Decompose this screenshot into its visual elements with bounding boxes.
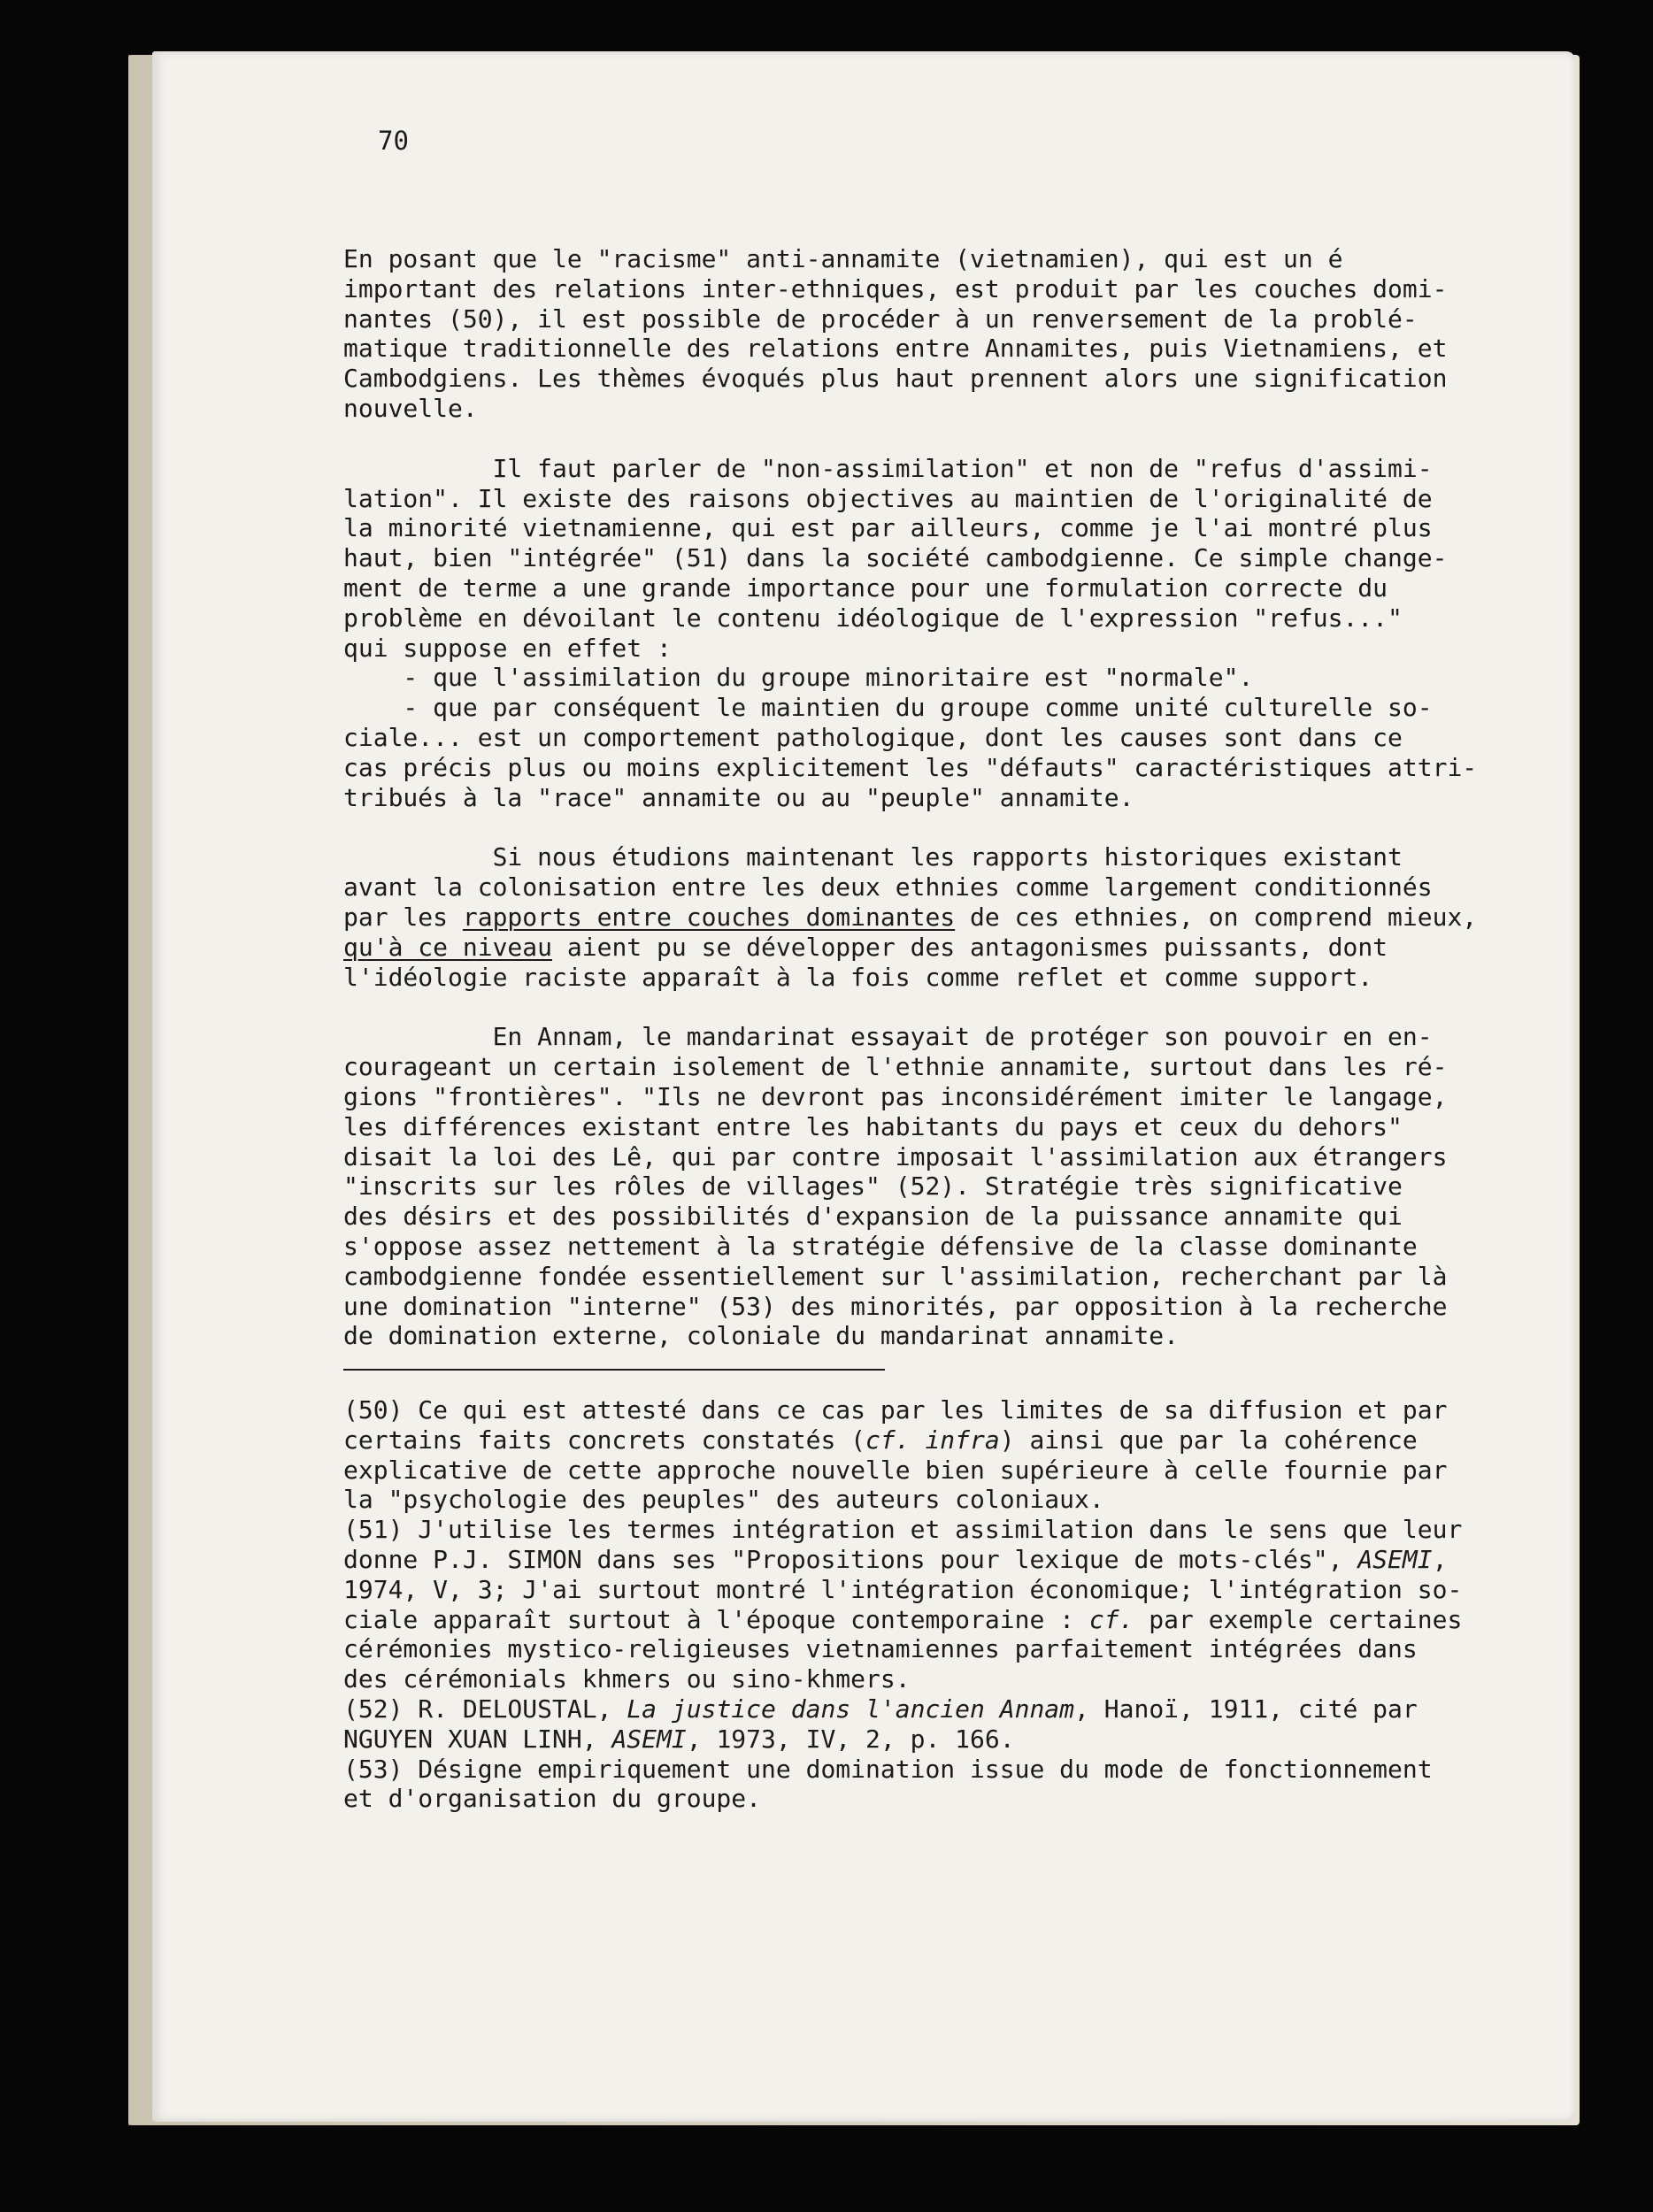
text-line: courageant un certain isolement de l'ethnie annamite, surtout dans les ré- [343,1052,1448,1082]
footnotes [343,1395,1503,1814]
text-line [343,902,1503,933]
text-segment: , [1432,1545,1448,1575]
paragraph-3 [343,842,1503,992]
text-segment: NGUYEN XUAN LINH, [343,1724,612,1754]
text-line: nantes (50), il est possible de procéder à un renversement de la problé- [343,303,1418,334]
text-line: disait la loi des Lê, qui par contre imposait l'assimilation aux étrangers [343,1141,1448,1171]
main-text [343,244,1503,1814]
text-line: ment de terme a une grande importance pour une formulation correcte du [343,572,1388,603]
text-line: En Annam, le mandarinat essayait de protéger son pouvoir en en- [343,1022,1433,1052]
text-line: gions "frontières". "Ils ne devront pas inconsidérément imiter le langage, [343,1081,1448,1111]
text-line: des désirs et des possibilités d'expansion de la puissance annamite qui [343,1202,1403,1232]
text-segment: aient pu se développer des antagonismes puissants, dont [552,932,1388,962]
footnote-50 [343,1395,1503,1515]
footnote-line [343,1545,1503,1575]
text-line: haut, bien "intégrée" (51) dans la société cambodgienne. Ce simple change- [343,543,1448,573]
text-segment: de ces ethnies, on comprend mieux, [955,902,1478,932]
footnote-line: (51) J'utilise les termes intégration et assimilation dans le sens que leur [343,1515,1463,1545]
text-line: "inscrits sur les rôles de villages" (52). Stratégie très significative [343,1171,1403,1202]
underlined-phrase: rapports entre couches dominantes [462,902,956,932]
footnote-line [343,1605,1503,1635]
footnote-line: explicative de cette approche nouvelle bien supérieure à celle fournie par [343,1455,1448,1485]
italic-phrase: La justice dans l'ancien Annam [627,1694,1075,1724]
italic-phrase: cf. infra [865,1425,1000,1455]
text-line [343,933,1503,963]
footnote-line: (53) Désigne empiriquement une domination issue du mode de fonctionnement [343,1754,1433,1784]
footnote-line: et d'organisation du groupe. [343,1784,762,1814]
text-line: cambodgienne fondée essentiellement sur l'assimilation, recherchant par là [343,1261,1448,1291]
italic-phrase: ASEMI [611,1724,687,1754]
paragraph-1 [343,244,1503,424]
text-line: En posant que le "racisme" anti-annamite (vietnamien), qui est un é [343,244,1343,273]
footnote-53 [343,1755,1503,1815]
footnote-line [343,1425,1503,1455]
text-line: important des relations inter-ethniques, est produit par les couches domi- [343,273,1448,303]
text-line: une domination "interne" (53) des minorités, par opposition à la recherche [343,1291,1448,1321]
footnote-52 [343,1694,1503,1755]
text-segment: ) ainsi que par la cohérence [999,1425,1418,1455]
text-line: tribués à la "race" annamite ou au "peuple" annamite. [343,782,1134,812]
text-line: l'idéologie raciste apparaît à la fois comme reflet et comme support. [343,962,1373,992]
list-item: - que l'assimilation du groupe minoritaire est "normale". [343,663,1254,693]
text-segment: par les [343,902,463,932]
text-segment: ciale apparaît surtout à l'époque contemporaine : [343,1604,1089,1634]
text-line: lation". Il existe des raisons objectives au maintien de l'originalité de [343,483,1433,513]
list-item: - que par conséquent le maintien du groupe comme unité culturelle so- [343,693,1433,723]
text-line: les différences existant entre les habitants du pays et ceux du dehors" [343,1111,1403,1141]
paragraph-2 [343,454,1503,813]
text-line: cas précis plus ou moins explicitement les "défauts" caractéristiques attri- [343,752,1478,782]
footnote-line [343,1694,1503,1724]
text-line: Cambodgiens. Les thèmes évoqués plus haut prennent alors une signification [343,364,1448,394]
text-line: qui suppose en effet : [343,633,672,663]
italic-phrase: ASEMI [1357,1545,1433,1575]
text-line: nouvelle. [343,393,478,423]
footnote-line: (50) Ce qui est attesté dans ce cas par les limites de sa diffusion et par [343,1395,1448,1425]
footnote-line: la "psychologie des peuples" des auteurs coloniaux. [343,1485,1104,1515]
text-line: problème en dévoilant le contenu idéologique de l'expression "refus..." [343,603,1403,633]
text-segment: donne P.J. SIMON dans ses "Propositions pour lexique de mots-clés", [343,1545,1358,1575]
footnote-line: 1974, V, 3; J'ai surtout montré l'intégration économique; l'intégration so- [343,1574,1463,1604]
text-segment: par exemple certaines [1134,1604,1463,1634]
text-line: s'oppose assez nettement à la stratégie défensive de la classe dominante [343,1231,1418,1261]
text-line: de domination externe, coloniale du mandarinat annamite. [343,1321,1180,1351]
text-segment: certains faits concrets constatés ( [343,1425,866,1455]
footnote-line [343,1724,1503,1755]
text-line: ciale... est un comportement pathologique, dont les causes sont dans ce [343,722,1403,752]
text-segment: (52) R. DELOUSTAL, [343,1694,627,1724]
paragraph-4 [343,1022,1503,1351]
footnote-divider [343,1369,885,1371]
footnote-line: cérémonies mystico-religieuses vietnamiennes parfaitement intégrées dans [343,1634,1418,1664]
text-line: Si nous étudions maintenant les rapports historiques existant [343,842,1403,872]
italic-phrase: cf. [1088,1604,1134,1634]
text-line: Il faut parler de "non-assimilation" et non de "refus d'assimi- [343,453,1433,483]
text-segment: , 1973, IV, 2, p. 166. [686,1724,1015,1754]
footnote-line: des cérémonials khmers ou sino-khmers. [343,1664,911,1694]
page-number: 70 [378,126,409,156]
text-line: matique traditionnelle des relations entre Annamites, puis Vietnamiens, et [343,334,1448,364]
underlined-phrase: qu'à ce niveau [343,932,553,962]
footnote-51 [343,1515,1503,1694]
text-line: la minorité vietnamienne, qui est par ailleurs, comme je l'ai montré plus [343,513,1433,543]
text-segment: , Hanoï, 1911, cité par [1074,1694,1418,1724]
text-line: avant la colonisation entre les deux ethnies comme largement conditionnés [343,872,1433,902]
